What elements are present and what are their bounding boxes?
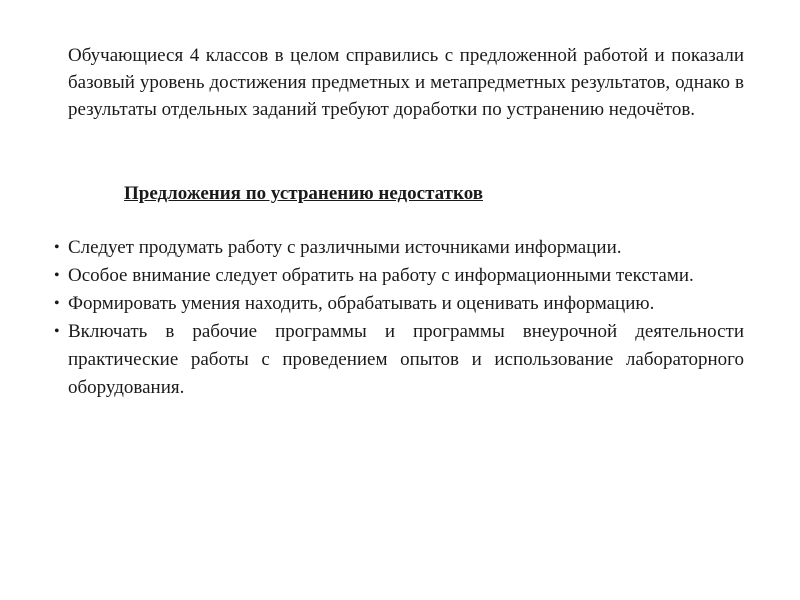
bullet-icon: • [54,267,60,284]
bullet-icon: • [54,239,60,256]
list-item [54,318,744,402]
list-item [54,234,744,262]
bullet-icon: • [54,323,60,340]
list-item-text: Особое внимание следует обратить на работу с информационными текстами. [68,265,694,286]
intro-paragraph: Обучающиеся 4 классов в целом справились с предложенной работой и показали базовый уровень достижения предметных и метапредметных результатов, однако в результаты отдельных заданий требуют доработки по устранению недочётов. [68,45,744,120]
list-item [54,262,744,290]
list-item-text: Включать в рабочие программы и программы внеурочной деятельности практические работы с проведением опытов и использование лабораторного оборудования. [68,321,744,398]
bullet-icon: • [54,295,60,312]
section-heading: Предложения по устранению недостатков [124,183,483,204]
list-item [54,290,744,318]
list-item-text: Следует продумать работу с различными источниками информации. [68,237,622,258]
recommendations-list [54,234,744,402]
list-item-text: Формировать умения находить, обрабатывать и оценивать информацию. [68,293,655,314]
